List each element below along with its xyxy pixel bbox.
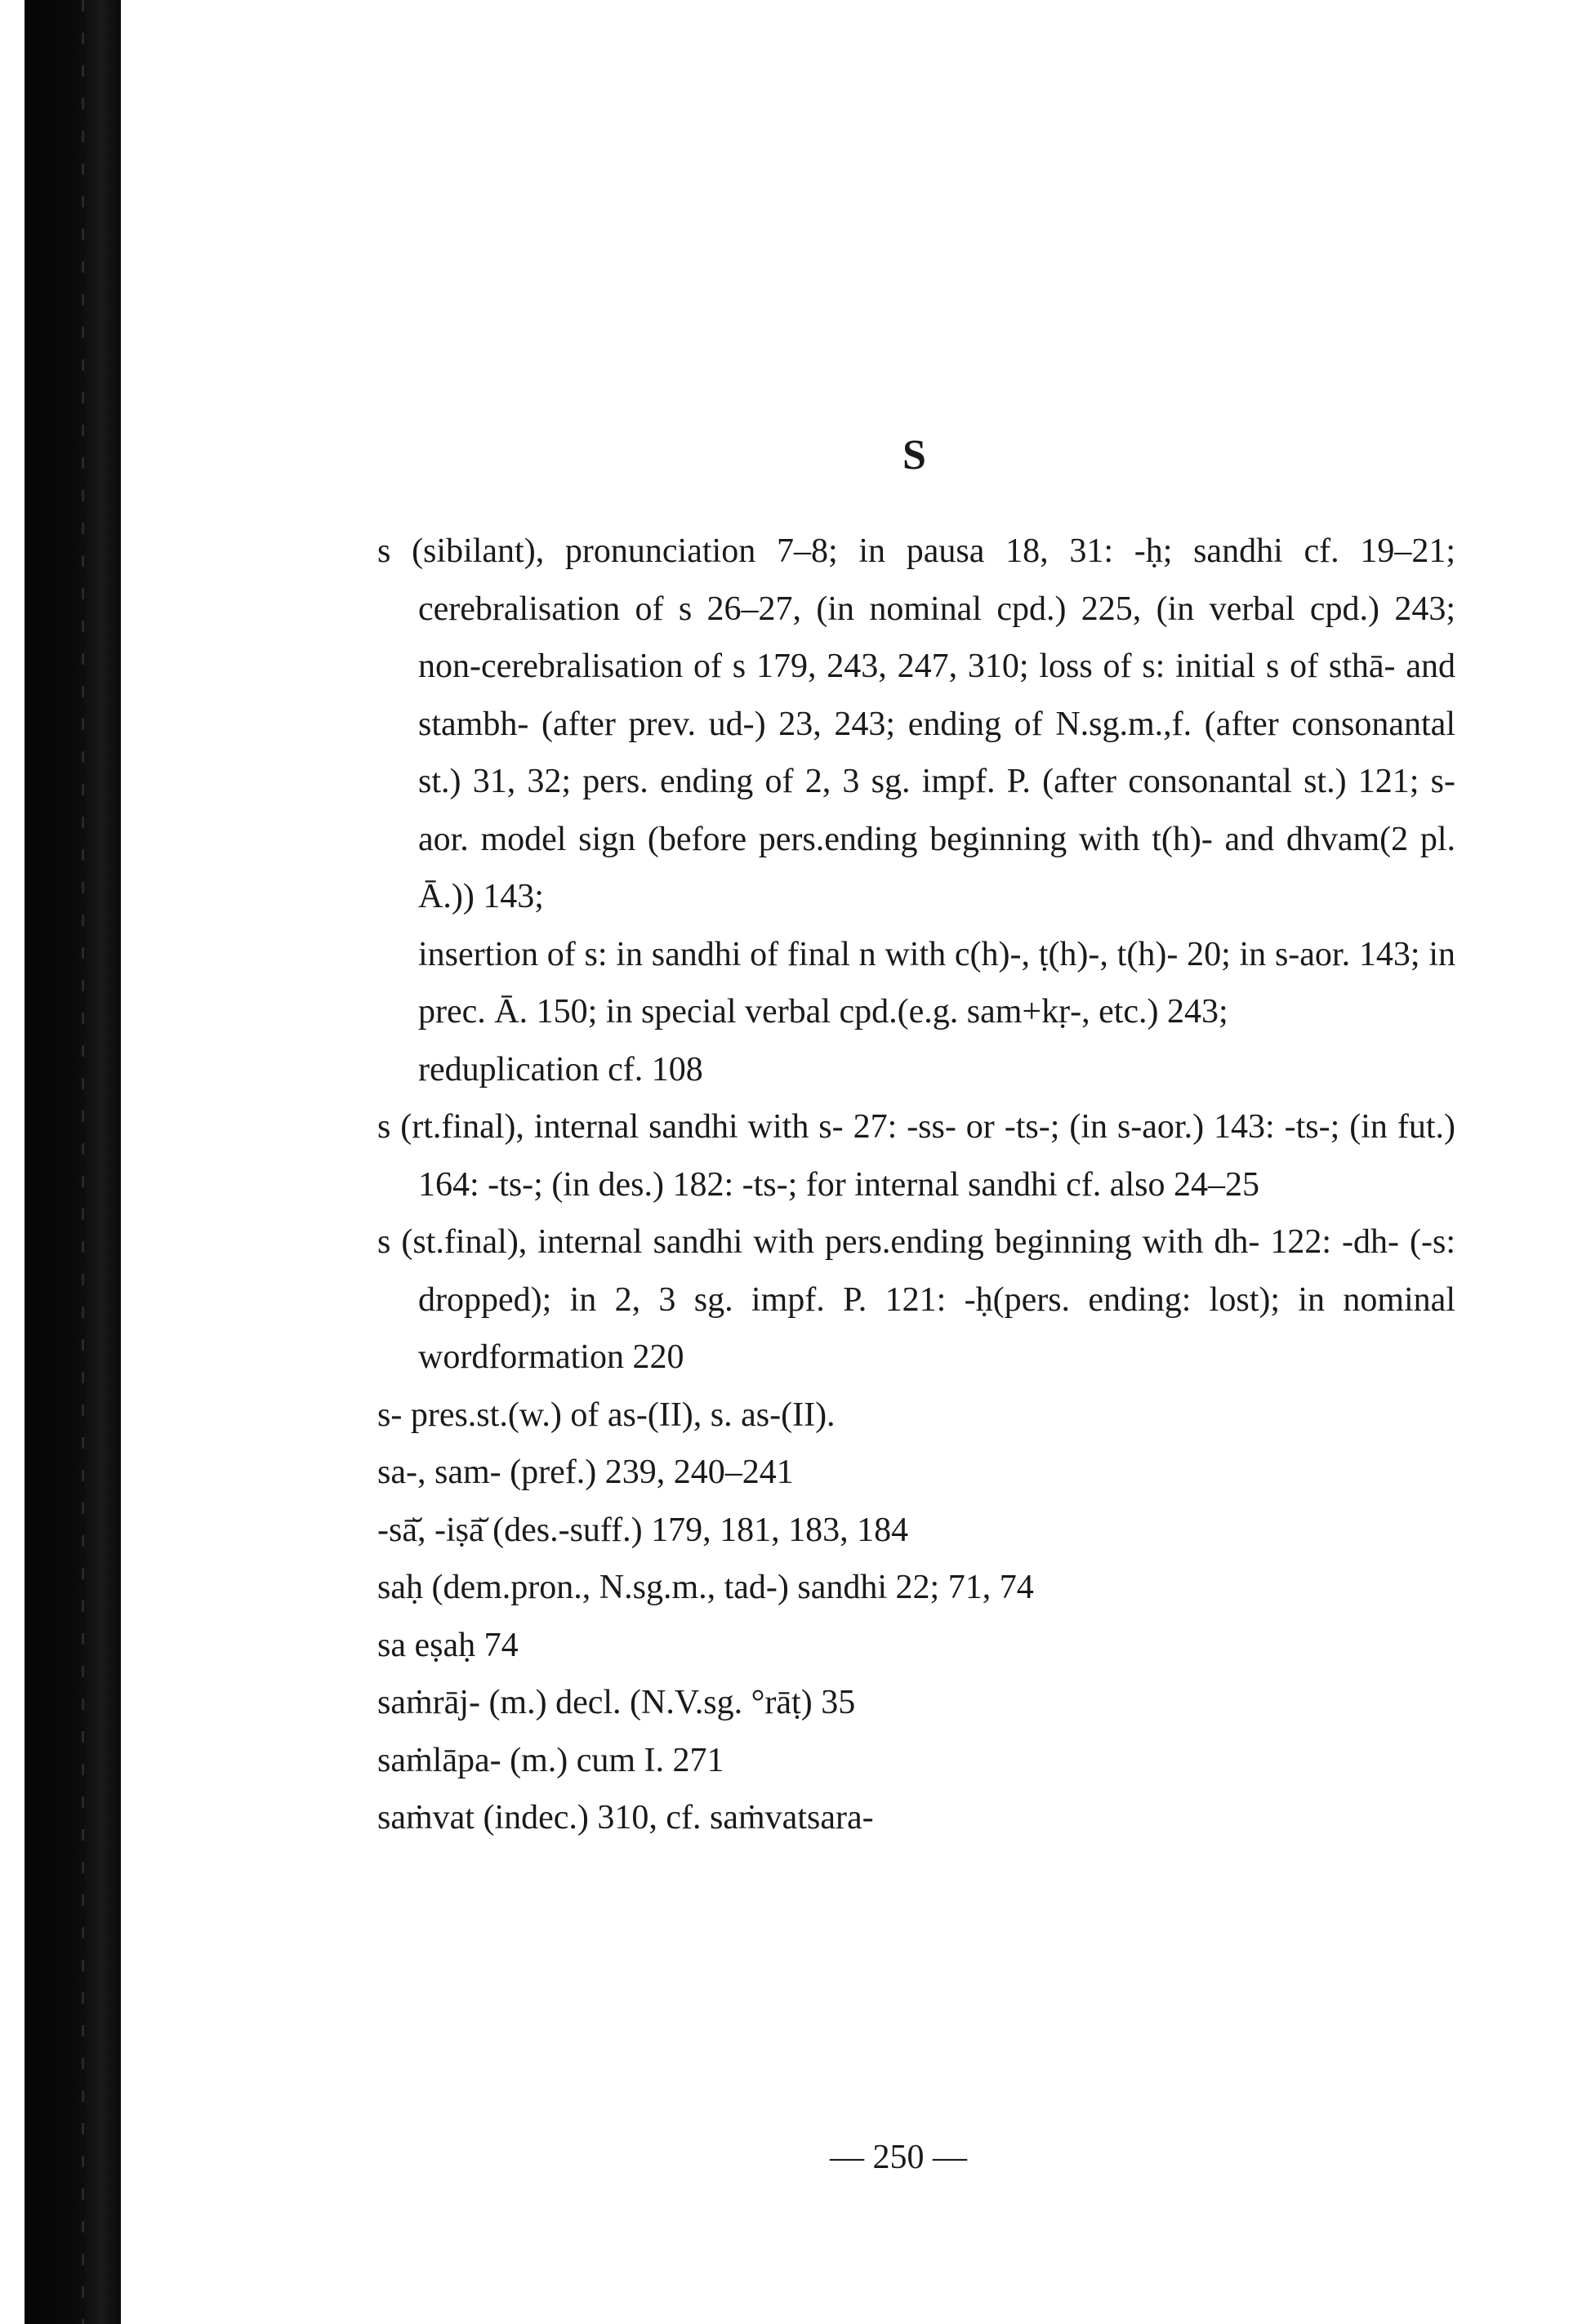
index-entry: -sā̆, -iṣā̆ (des.-suff.) 179, 181, 183, 184 [377,1511,909,1549]
index-subentry: insertion of s: in sandhi of final n with c(h)-, ṭ(h)-, t(h)- 20; in s-aor. 143; in prec. Ā. 150; in special verbal cpd.(e.g. sam+kṛ-, etc.) 243; [418,935,1455,1031]
index-subentry: reduplication cf. 108 [418,1050,703,1089]
index-entry: saṁrāj- (m.) decl. (N.V.sg. °rāṭ) 35 [377,1684,856,1721]
index-entry: saṁlāpa- (m.) cum I. 271 [377,1741,724,1779]
index-entry: s (st.final), internal sandhi with pers.ending beginning with dh- 122: -dh- (-s: dropped); in 2, 3 sg. impf. P. 121: -ḥ(pers. ending: lost); in nominal wordformation 220 [377,1223,1455,1376]
scan-binding-edge [25,0,121,2324]
index-entry: s (sibilant), pronunciation 7–8; in pausa 18, 31: -ḥ; sandhi cf. 19–21; cerebralisation of s 26–27, (in nominal cpd.) 225, (in verbal cpd.) 243; non-cerebralisation of s 179, 243, 247, 310; loss of s: initial s of sthā- and stambh- (after prev. ud-) 23, 243; ending of N.sg.m.,f. (after consonantal st.) 31, 32; pers. ending of 2, 3 sg. impf. P. (after consonantal st.) 121; s-aor. model sign (before pers.ending beginning with t(h)- and dhvam(2 pl. Ā.)) 143; [377,532,1455,915]
index-entry: saḥ (dem.pron., N.sg.m., tad-) sandhi 22; 71, 74 [377,1569,1034,1606]
index-entry: saṁvat (indec.) 310, cf. saṁvatsara- [377,1799,874,1836]
page-number: — 250 — [830,2139,967,2176]
index-entry: sa-, sam- (pref.) 239, 240–241 [377,1454,794,1491]
index-entry: s- pres.st.(w.) of as-(II), s. as-(II). [377,1396,836,1434]
index-entry: sa eṣaḥ 74 [377,1626,519,1664]
index-entries [377,523,1455,1847]
index-entry: s (rt.final), internal sandhi with s- 27: -ss- or -ts-; (in s-aor.) 143: -ts-; (in fut.) 164: -ts-; (in des.) 182: -ts-; for internal sandhi cf. also 24–25 [377,1108,1455,1204]
section-letter: S [902,432,927,479]
